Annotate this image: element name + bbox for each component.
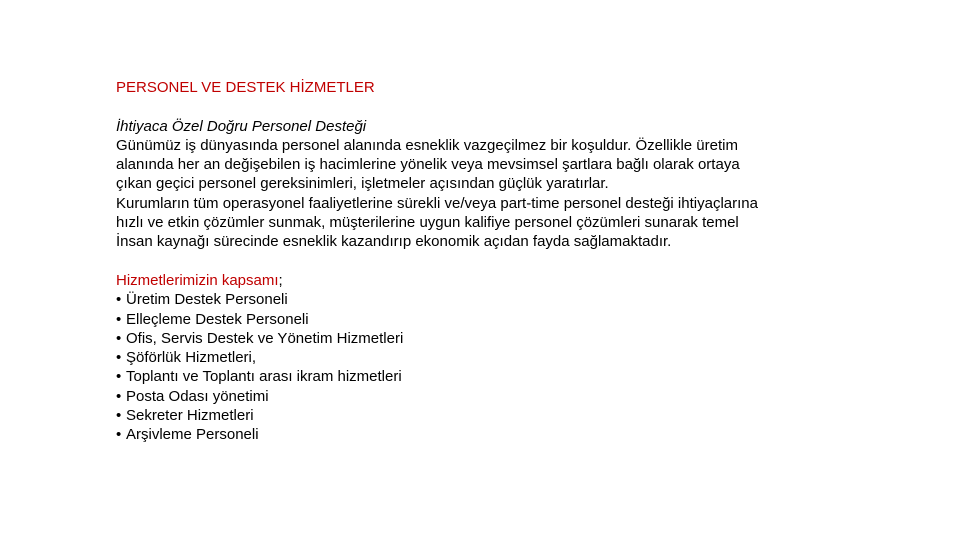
- scope-heading-label: Hizmetlerimizin kapsamı: [116, 271, 279, 289]
- bullet-icon: •: [116, 329, 122, 347]
- list-item: [116, 387, 916, 406]
- paragraph-line: çıkan geçici personel gereksinimleri, işletmeler açısından güçlük yaratırlar.: [116, 175, 609, 193]
- paragraph-line: Günümüz iş dünyasında personel alanında esneklik vazgeçilmez bir koşuldur. Özellikle üretim: [116, 136, 738, 154]
- list-item: [116, 367, 916, 386]
- paragraph-line: İnsan kaynağı sürecinde esneklik kazandırıp ekonomik açıdan fayda sağlamaktadır.: [116, 233, 672, 251]
- bullet-icon: •: [116, 368, 122, 386]
- section-subtitle: İhtiyaca Özel Doğru Personel Desteği: [116, 117, 367, 135]
- paragraph-line: hızlı ve etkin çözümler sunmak, müşterilerine uygun kalifiye personel çözümleri sunarak temel: [116, 214, 739, 232]
- list-item: [116, 329, 916, 348]
- paragraph-line: alanında her an değişebilen iş hacimlerine yönelik veya mevsimsel şartlara bağlı olarak ortaya: [116, 156, 740, 174]
- list-item-label: Üretim Destek Personeli: [126, 291, 288, 309]
- paragraph-line: Kurumların tüm operasyonel faaliyetlerine sürekli ve/veya part-time personel desteği ihtiyaçlarına: [116, 194, 758, 212]
- list-item: [116, 348, 916, 367]
- list-item: [116, 425, 916, 444]
- list-item: [116, 310, 916, 329]
- list-item-label: Arşivleme Personeli: [126, 426, 259, 444]
- list-item: [116, 406, 916, 425]
- list-item: [116, 290, 916, 309]
- list-item-label: Toplantı ve Toplantı arası ikram hizmetleri: [126, 368, 402, 386]
- slide-content: [116, 78, 916, 445]
- page-title: PERSONEL VE DESTEK HİZMETLER: [116, 79, 375, 96]
- list-item-label: Şöförlük Hizmetleri,: [126, 349, 257, 367]
- bullet-icon: •: [116, 291, 122, 309]
- spacer: [116, 252, 916, 271]
- bullet-icon: •: [116, 310, 122, 328]
- list-item-label: Ofis, Servis Destek ve Yönetim Hizmetleri: [126, 329, 404, 347]
- list-item-label: Sekreter Hizmetleri: [126, 407, 254, 425]
- services-list: [116, 290, 916, 444]
- bullet-icon: •: [116, 349, 122, 367]
- scope-heading-suffix: ;: [278, 271, 283, 289]
- bullet-icon: •: [116, 426, 122, 444]
- spacer: [116, 97, 916, 116]
- bullet-icon: •: [116, 407, 122, 425]
- bullet-icon: •: [116, 387, 122, 405]
- list-item-label: Posta Odası yönetimi: [126, 387, 269, 405]
- scope-heading: [116, 271, 916, 290]
- list-item-label: Elleçleme Destek Personeli: [126, 310, 309, 328]
